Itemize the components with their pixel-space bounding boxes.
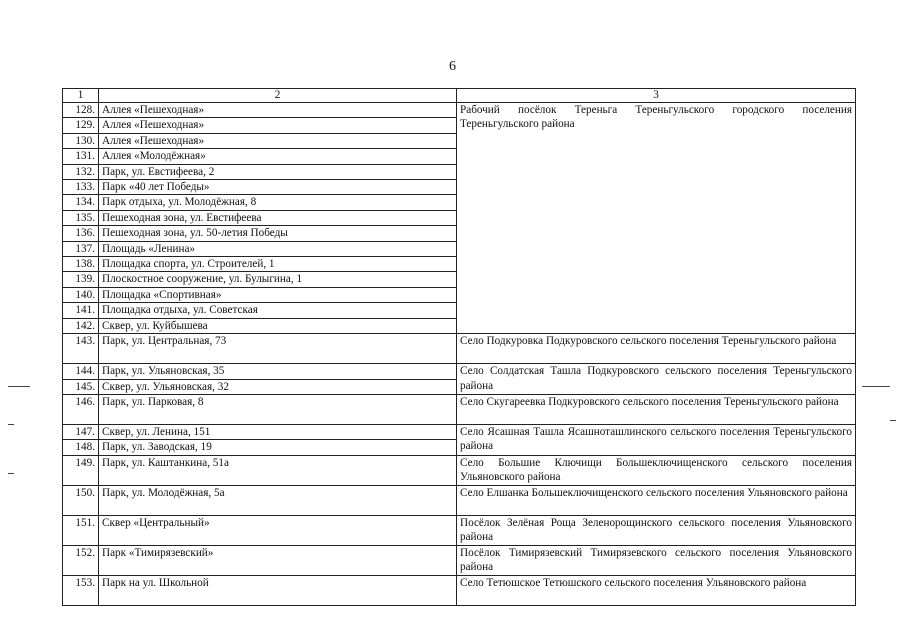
- row-number: 131.: [63, 149, 99, 164]
- row-number: 149.: [63, 455, 99, 485]
- margin-mark: [862, 386, 890, 387]
- row-number: 135.: [63, 210, 99, 225]
- location-cell: Село Елшанка Большеключищенского сельского поселения Ульяновского района: [457, 485, 856, 515]
- column-header-object: 2: [99, 89, 457, 103]
- location-cell: Село Тетюшское Тетюшского сельского поселения Ульяновского района: [457, 575, 856, 605]
- table-row: [63, 424, 856, 439]
- table-row: [63, 334, 856, 364]
- object-name: Площадка спорта, ул. Строителей, 1: [99, 257, 457, 272]
- object-name: Парк, ул. Центральная, 73: [99, 334, 457, 364]
- margin-mark: [8, 473, 14, 474]
- margin-mark: [8, 424, 14, 425]
- object-name: Сквер, ул. Куйбышева: [99, 318, 457, 333]
- table-row: [63, 455, 856, 485]
- object-name: Сквер, ул. Ульяновская, 32: [99, 379, 457, 394]
- row-number: 130.: [63, 133, 99, 148]
- location-cell: Посёлок Тимирязевский Тимирязевского сельского поселения Ульяновского района: [457, 545, 856, 575]
- object-name: Аллея «Пешеходная»: [99, 103, 457, 118]
- row-number: 150.: [63, 485, 99, 515]
- table-row: [63, 575, 856, 605]
- row-number: 129.: [63, 118, 99, 133]
- object-name: Пешеходная зона, ул. 50-летия Победы: [99, 226, 457, 241]
- objects-table: [62, 88, 856, 606]
- object-name: Площадь «Ленина»: [99, 241, 457, 256]
- row-number: 132.: [63, 164, 99, 179]
- row-number: 145.: [63, 379, 99, 394]
- row-number: 139.: [63, 272, 99, 287]
- table-row: [63, 103, 856, 118]
- row-number: 136.: [63, 226, 99, 241]
- row-number: 137.: [63, 241, 99, 256]
- object-name: Парк, ул. Ульяновская, 35: [99, 364, 457, 379]
- object-name: Площадка отдыха, ул. Советская: [99, 303, 457, 318]
- location-cell: Село Скугареевка Подкуровского сельского поселения Тереньгульского района: [457, 394, 856, 424]
- location-cell: Село Большие Ключищи Большеключищенского сельского поселения Ульяновского района: [457, 455, 856, 485]
- object-name: Парк, ул. Каштанкина, 51а: [99, 455, 457, 485]
- margin-mark: [8, 386, 30, 387]
- location-cell: Рабочий посёлок Тереньга Тереньгульского городского поселения Тереньгульского района: [457, 103, 856, 334]
- object-name: Парк, ул. Парковая, 8: [99, 394, 457, 424]
- row-number: 146.: [63, 394, 99, 424]
- object-name: Сквер, ул. Ленина, 151: [99, 424, 457, 439]
- object-name: Площадка «Спортивная»: [99, 287, 457, 302]
- table-row: [63, 545, 856, 575]
- object-name: Парк, ул. Заводская, 19: [99, 440, 457, 455]
- row-number: 147.: [63, 424, 99, 439]
- location-cell: Село Солдатская Ташла Подкуровского сельского поселения Тереньгульского района: [457, 364, 856, 395]
- table-row: [63, 364, 856, 379]
- object-name: Аллея «Пешеходная»: [99, 133, 457, 148]
- row-number: 144.: [63, 364, 99, 379]
- row-number: 141.: [63, 303, 99, 318]
- object-name: Парк «Тимирязевский»: [99, 545, 457, 575]
- row-number: 148.: [63, 440, 99, 455]
- column-header-location: 3: [457, 89, 856, 103]
- row-number: 138.: [63, 257, 99, 272]
- column-header-number: 1: [63, 89, 99, 103]
- row-number: 151.: [63, 515, 99, 545]
- object-name: Парк на ул. Школьной: [99, 575, 457, 605]
- header-row: [63, 89, 856, 103]
- table-row: [63, 394, 856, 424]
- object-name: Аллея «Пешеходная»: [99, 118, 457, 133]
- object-name: Сквер «Центральный»: [99, 515, 457, 545]
- row-number: 142.: [63, 318, 99, 333]
- page-number: 6: [449, 59, 456, 74]
- row-number: 140.: [63, 287, 99, 302]
- object-name: Парк, ул. Евстифеева, 2: [99, 164, 457, 179]
- table-row: [63, 515, 856, 545]
- object-name: Пешеходная зона, ул. Евстифеева: [99, 210, 457, 225]
- location-cell: Село Ясашная Ташла Ясашноташлинского сельского поселения Тереньгульского района: [457, 424, 856, 455]
- table-row: [63, 485, 856, 515]
- row-number: 134.: [63, 195, 99, 210]
- object-name: Парк отдыха, ул. Молодёжная, 8: [99, 195, 457, 210]
- row-number: 152.: [63, 545, 99, 575]
- object-name: Аллея «Молодёжная»: [99, 149, 457, 164]
- margin-mark: [890, 420, 896, 421]
- object-name: Парк «40 лет Победы»: [99, 180, 457, 195]
- object-name: Плоскостное сооружение, ул. Булыгина, 1: [99, 272, 457, 287]
- row-number: 143.: [63, 334, 99, 364]
- object-name: Парк, ул. Молодёжная, 5а: [99, 485, 457, 515]
- row-number: 153.: [63, 575, 99, 605]
- row-number: 128.: [63, 103, 99, 118]
- location-cell: Село Подкуровка Подкуровского сельского поселения Тереньгульского района: [457, 334, 856, 364]
- location-cell: Посёлок Зелёная Роща Зеленорощинского сельского поселения Ульяновского района: [457, 515, 856, 545]
- row-number: 133.: [63, 180, 99, 195]
